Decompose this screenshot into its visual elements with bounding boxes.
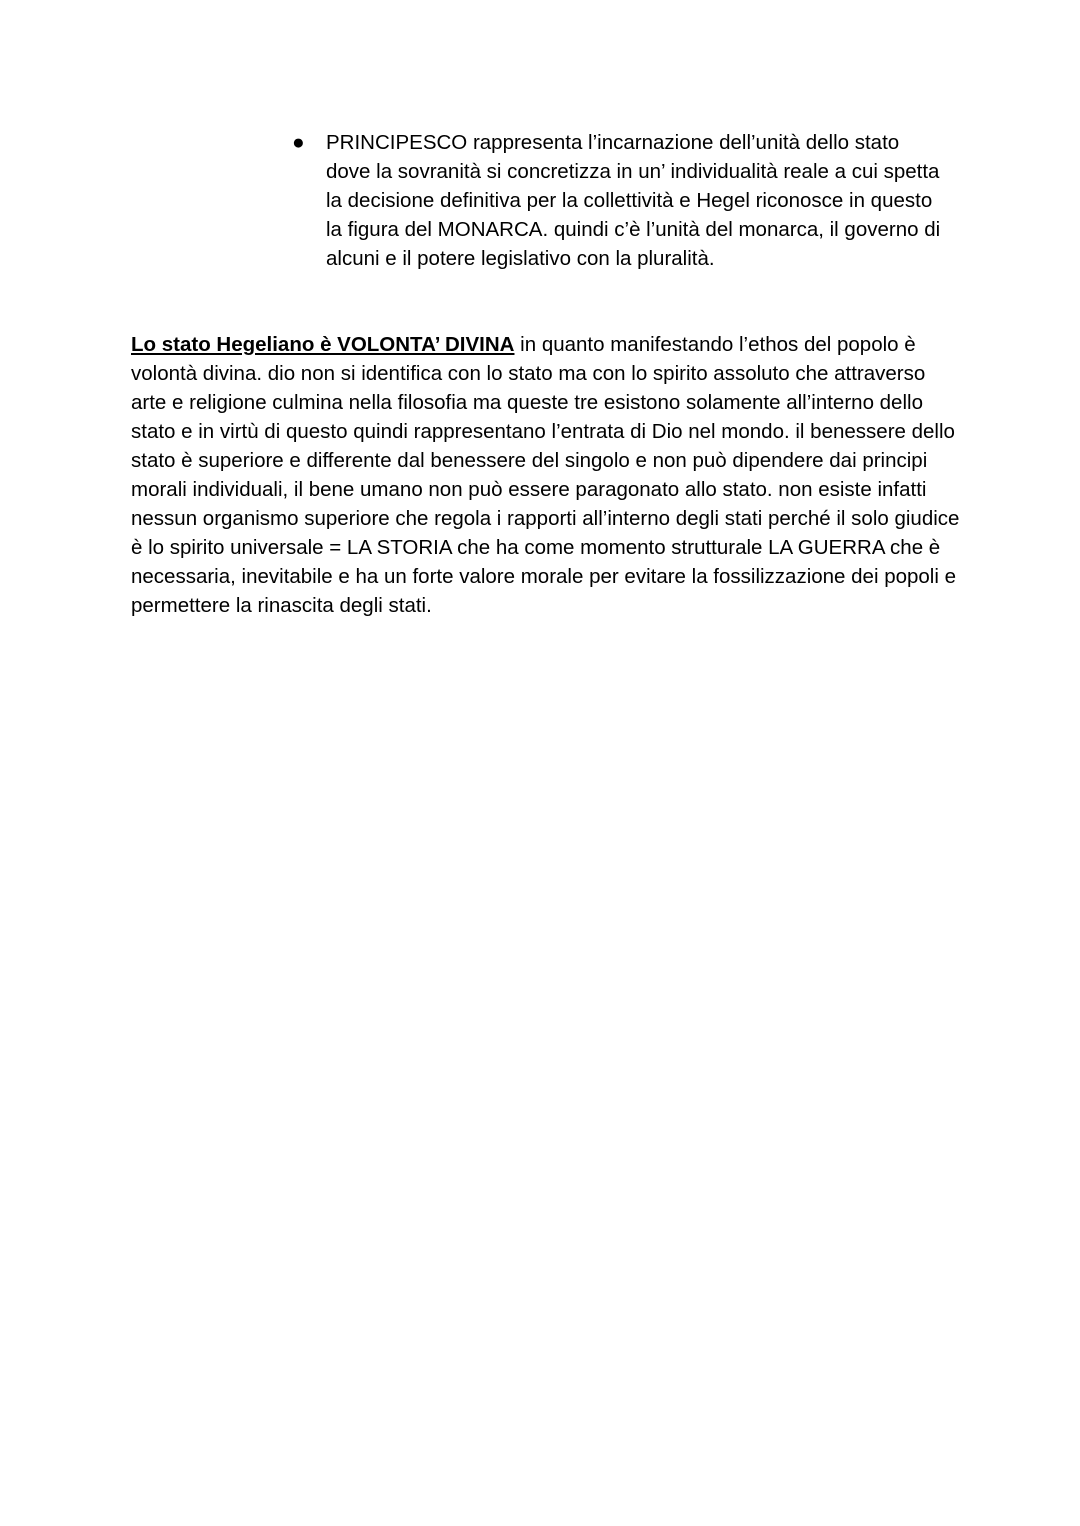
- paragraph-volonta-divina: [131, 330, 961, 620]
- bullet-list: [292, 128, 952, 273]
- paragraph-body: in quanto manifestando l’ethos del popolo è volontà divina. dio non si identifica con lo stato ma con lo spirito assoluto che attraverso arte e religione culmina nella filosofia ma queste tre esistono solamente all’interno dello stato e in virtù di questo quindi rappresentano l’entrata di Dio nel mondo. il benessere dello stato è superiore e differente dal benessere del singolo e non può dipendere dai principi morali individuali, il bene umano non può essere paragonato allo stato. non esiste infatti nessun organismo superiore che regola i rapporti all’interno degli stati perché il solo giudice è lo spirito universale = LA STORIA che ha come momento strutturale LA GUERRA che è necessaria, inevitabile e ha un forte valore morale per evitare la fossilizzazione dei popoli e permettere la rinascita degli stati.: [131, 333, 960, 617]
- bullet-dot-icon: ●: [292, 131, 305, 154]
- paragraph-heading: Lo stato Hegeliano è VOLONTA’ DIVINA: [131, 333, 515, 356]
- list-item: [292, 128, 952, 273]
- bullet-text-principesco: PRINCIPESCO rappresenta l’incarnazione dell’unità dello stato dove la sovranità si concretizza in un’ individualità reale a cui spetta la decisione definitiva per la collettività e Hegel riconosce in questo la figura del MONARCA. quindi c’è l’unità del monarca, il governo di alcuni e il potere legislativo con la pluralità.: [326, 131, 941, 270]
